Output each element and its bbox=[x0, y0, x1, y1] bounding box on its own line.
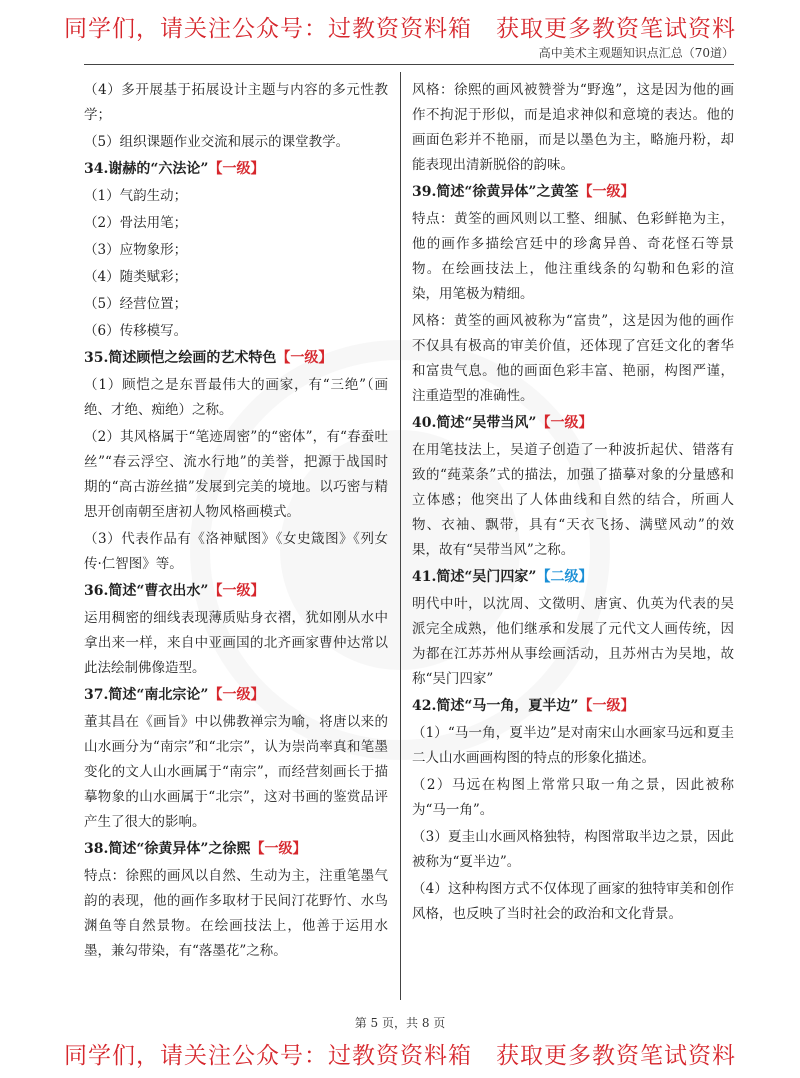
header-rule bbox=[84, 64, 734, 65]
question-heading-38 bbox=[84, 837, 388, 862]
bottom-promo-banner: 同学们，请关注公众号：过教资资料箱 获取更多教资笔试资料 bbox=[64, 1043, 736, 1069]
intro-item: （4）多开展基于拓展设计主题与内容的多元性教学； bbox=[84, 82, 388, 123]
answer-text: 特点：徐熙的画风以自然、生动为主，注重笔墨气韵的表现，他的画作多取材于民间汀花野竹、水鸟渊鱼等自然景物。在绘画技法上，他善于运用水墨，兼勾带染，有“落墨花”之称。 bbox=[84, 868, 388, 959]
document-subtitle: 高中美术主观题知识点汇总（70道） bbox=[538, 46, 734, 60]
question-heading-39 bbox=[412, 180, 734, 205]
question-title: 35.简述顾恺之绘画的艺术特色 bbox=[84, 350, 277, 366]
level-badge: 【一级】 bbox=[276, 350, 333, 366]
column-divider bbox=[400, 72, 401, 1000]
answer-text: 风格：徐熙的画风被赞誉为“野逸”，这是因为他的画作不拘泥于形似，而是追求神似和意境的表达。他的画面色彩并不艳丽，而是以墨色为主，略施丹粉，却能表现出清新脱俗的韵味。 bbox=[412, 82, 734, 173]
list-item: （5）经营位置； bbox=[84, 296, 188, 312]
level-badge: 【一级】 bbox=[208, 687, 265, 703]
question-heading-36 bbox=[84, 579, 388, 604]
question-title: 39.简述“徐黄异体”之黄筌 bbox=[412, 184, 579, 200]
question-heading-35 bbox=[84, 346, 388, 371]
list-item: （1）顾恺之是东晋最伟大的画家，有“三绝”（画绝、才绝、痴绝）之称。 bbox=[84, 377, 388, 418]
right-column bbox=[412, 78, 734, 929]
level-badge: 【一级】 bbox=[208, 583, 265, 599]
list-item: （3）代表作品有《洛神赋图》《女史箴图》《列女传·仁智图》等。 bbox=[84, 531, 388, 572]
list-item: （4）这种构图方式不仅体现了画家的独特审美和创作风格，也反映了当时社会的政治和文化背景。 bbox=[412, 881, 734, 922]
question-heading-41 bbox=[412, 565, 734, 590]
list-item: （1）气韵生动； bbox=[84, 188, 188, 204]
question-title: 40.简述“吴带当风” bbox=[412, 415, 537, 431]
question-heading-37 bbox=[84, 683, 388, 708]
level-badge: 【一级】 bbox=[536, 415, 593, 431]
question-title: 37.简述“南北宗论” bbox=[84, 687, 209, 703]
answer-text: 明代中叶，以沈周、文徵明、唐寅、仇英为代表的吴派完全成熟，他们继承和发展了元代文人画传统，因为都在江苏苏州从事绘画活动，且苏州古为吴地，故称“吴门四家” bbox=[412, 596, 734, 687]
answer-text: 运用稠密的细线表现薄质贴身衣褶，犹如刚从水中拿出来一样，来自中亚画国的北齐画家曹仲达常以此法绘制佛像造型。 bbox=[84, 610, 388, 676]
question-title: 42.简述“马一角，夏半边” bbox=[412, 698, 579, 714]
level-badge: 【一级】 bbox=[578, 184, 635, 200]
question-title: 36.简述“曹衣出水” bbox=[84, 583, 209, 599]
level-badge: 【一级】 bbox=[250, 841, 307, 857]
level-badge: 【一级】 bbox=[208, 161, 265, 177]
question-heading-34 bbox=[84, 157, 388, 182]
list-item: （2）马远在构图上常常只取一角之景，因此被称为“马一角”。 bbox=[412, 777, 734, 818]
question-title: 38.简述“徐黄异体”之徐熙 bbox=[84, 841, 251, 857]
list-item: （6）传移模写。 bbox=[84, 323, 188, 339]
answer-text: 特点：黄筌的画风则以工整、细腻、色彩鲜艳为主，他的画作多描绘宫廷中的珍禽异兽、奇花怪石等景物。在绘画技法上，他注重线条的勾勒和色彩的渲染，用笔极为精细。 bbox=[412, 211, 734, 302]
question-title: 34.谢赫的“六法论” bbox=[84, 161, 209, 177]
question-title: 41.简述“吴门四家” bbox=[412, 569, 537, 585]
answer-text: 董其昌在《画旨》中以佛教禅宗为喻，将唐以来的山水画分为“南宗”和“北宗”，认为崇尚率真和笔墨变化的文人山水画属于“南宗”，而经营刻画长于描摹物象的山水画属于“北宗”，这对书画的鉴赏品评产生了很大的影响。 bbox=[84, 714, 388, 830]
left-column bbox=[84, 78, 388, 966]
intro-item: （5）组织课题作业交流和展示的课堂教学。 bbox=[84, 134, 350, 150]
list-item: （3）夏圭山水画风格独特，构图常取半边之景，因此被称为“夏半边”。 bbox=[412, 829, 734, 870]
list-item: （4）随类赋彩； bbox=[84, 269, 188, 285]
question-heading-42 bbox=[412, 694, 734, 719]
question-heading-40 bbox=[412, 411, 734, 436]
answer-text: 风格：黄筌的画风被称为“富贵”，这是因为他的画作不仅具有极高的审美价值，还体现了宫廷文化的奢华和富贵气息。他的画面色彩丰富、艳丽，构图严谨，注重造型的准确性。 bbox=[412, 313, 734, 404]
page-number: 第 5 页，共 8 页 bbox=[354, 1016, 446, 1030]
level-badge: 【二级】 bbox=[536, 569, 593, 585]
top-promo-banner: 同学们，请关注公众号：过教资资料箱 获取更多教资笔试资料 bbox=[64, 16, 736, 42]
answer-text: 在用笔技法上，吴道子创造了一种波折起伏、错落有致的“莼菜条”式的描法，加强了描摹对象的分量感和立体感；他突出了人体曲线和自然的结合，所画人物、衣袖、飘带，具有“天衣飞扬、满壁风动”的效果，故有“吴带当风”之称。 bbox=[412, 442, 734, 558]
list-item: （2）骨法用笔； bbox=[84, 215, 188, 231]
level-badge: 【一级】 bbox=[578, 698, 635, 714]
list-item: （2）其风格属于“笔迹周密”的“密体”，有“春蚕吐丝”“春云浮空、流水行地”的美誉，把源于战国时期的“高古游丝描”发展到完美的境地。以巧密与精思开创南朝至唐初人物风格画模式。 bbox=[84, 429, 388, 520]
list-item: （3）应物象形； bbox=[84, 242, 188, 258]
list-item: （1）“马一角，夏半边”是对南宋山水画家马远和夏圭二人山水画画构图的特点的形象化描述。 bbox=[412, 725, 734, 766]
